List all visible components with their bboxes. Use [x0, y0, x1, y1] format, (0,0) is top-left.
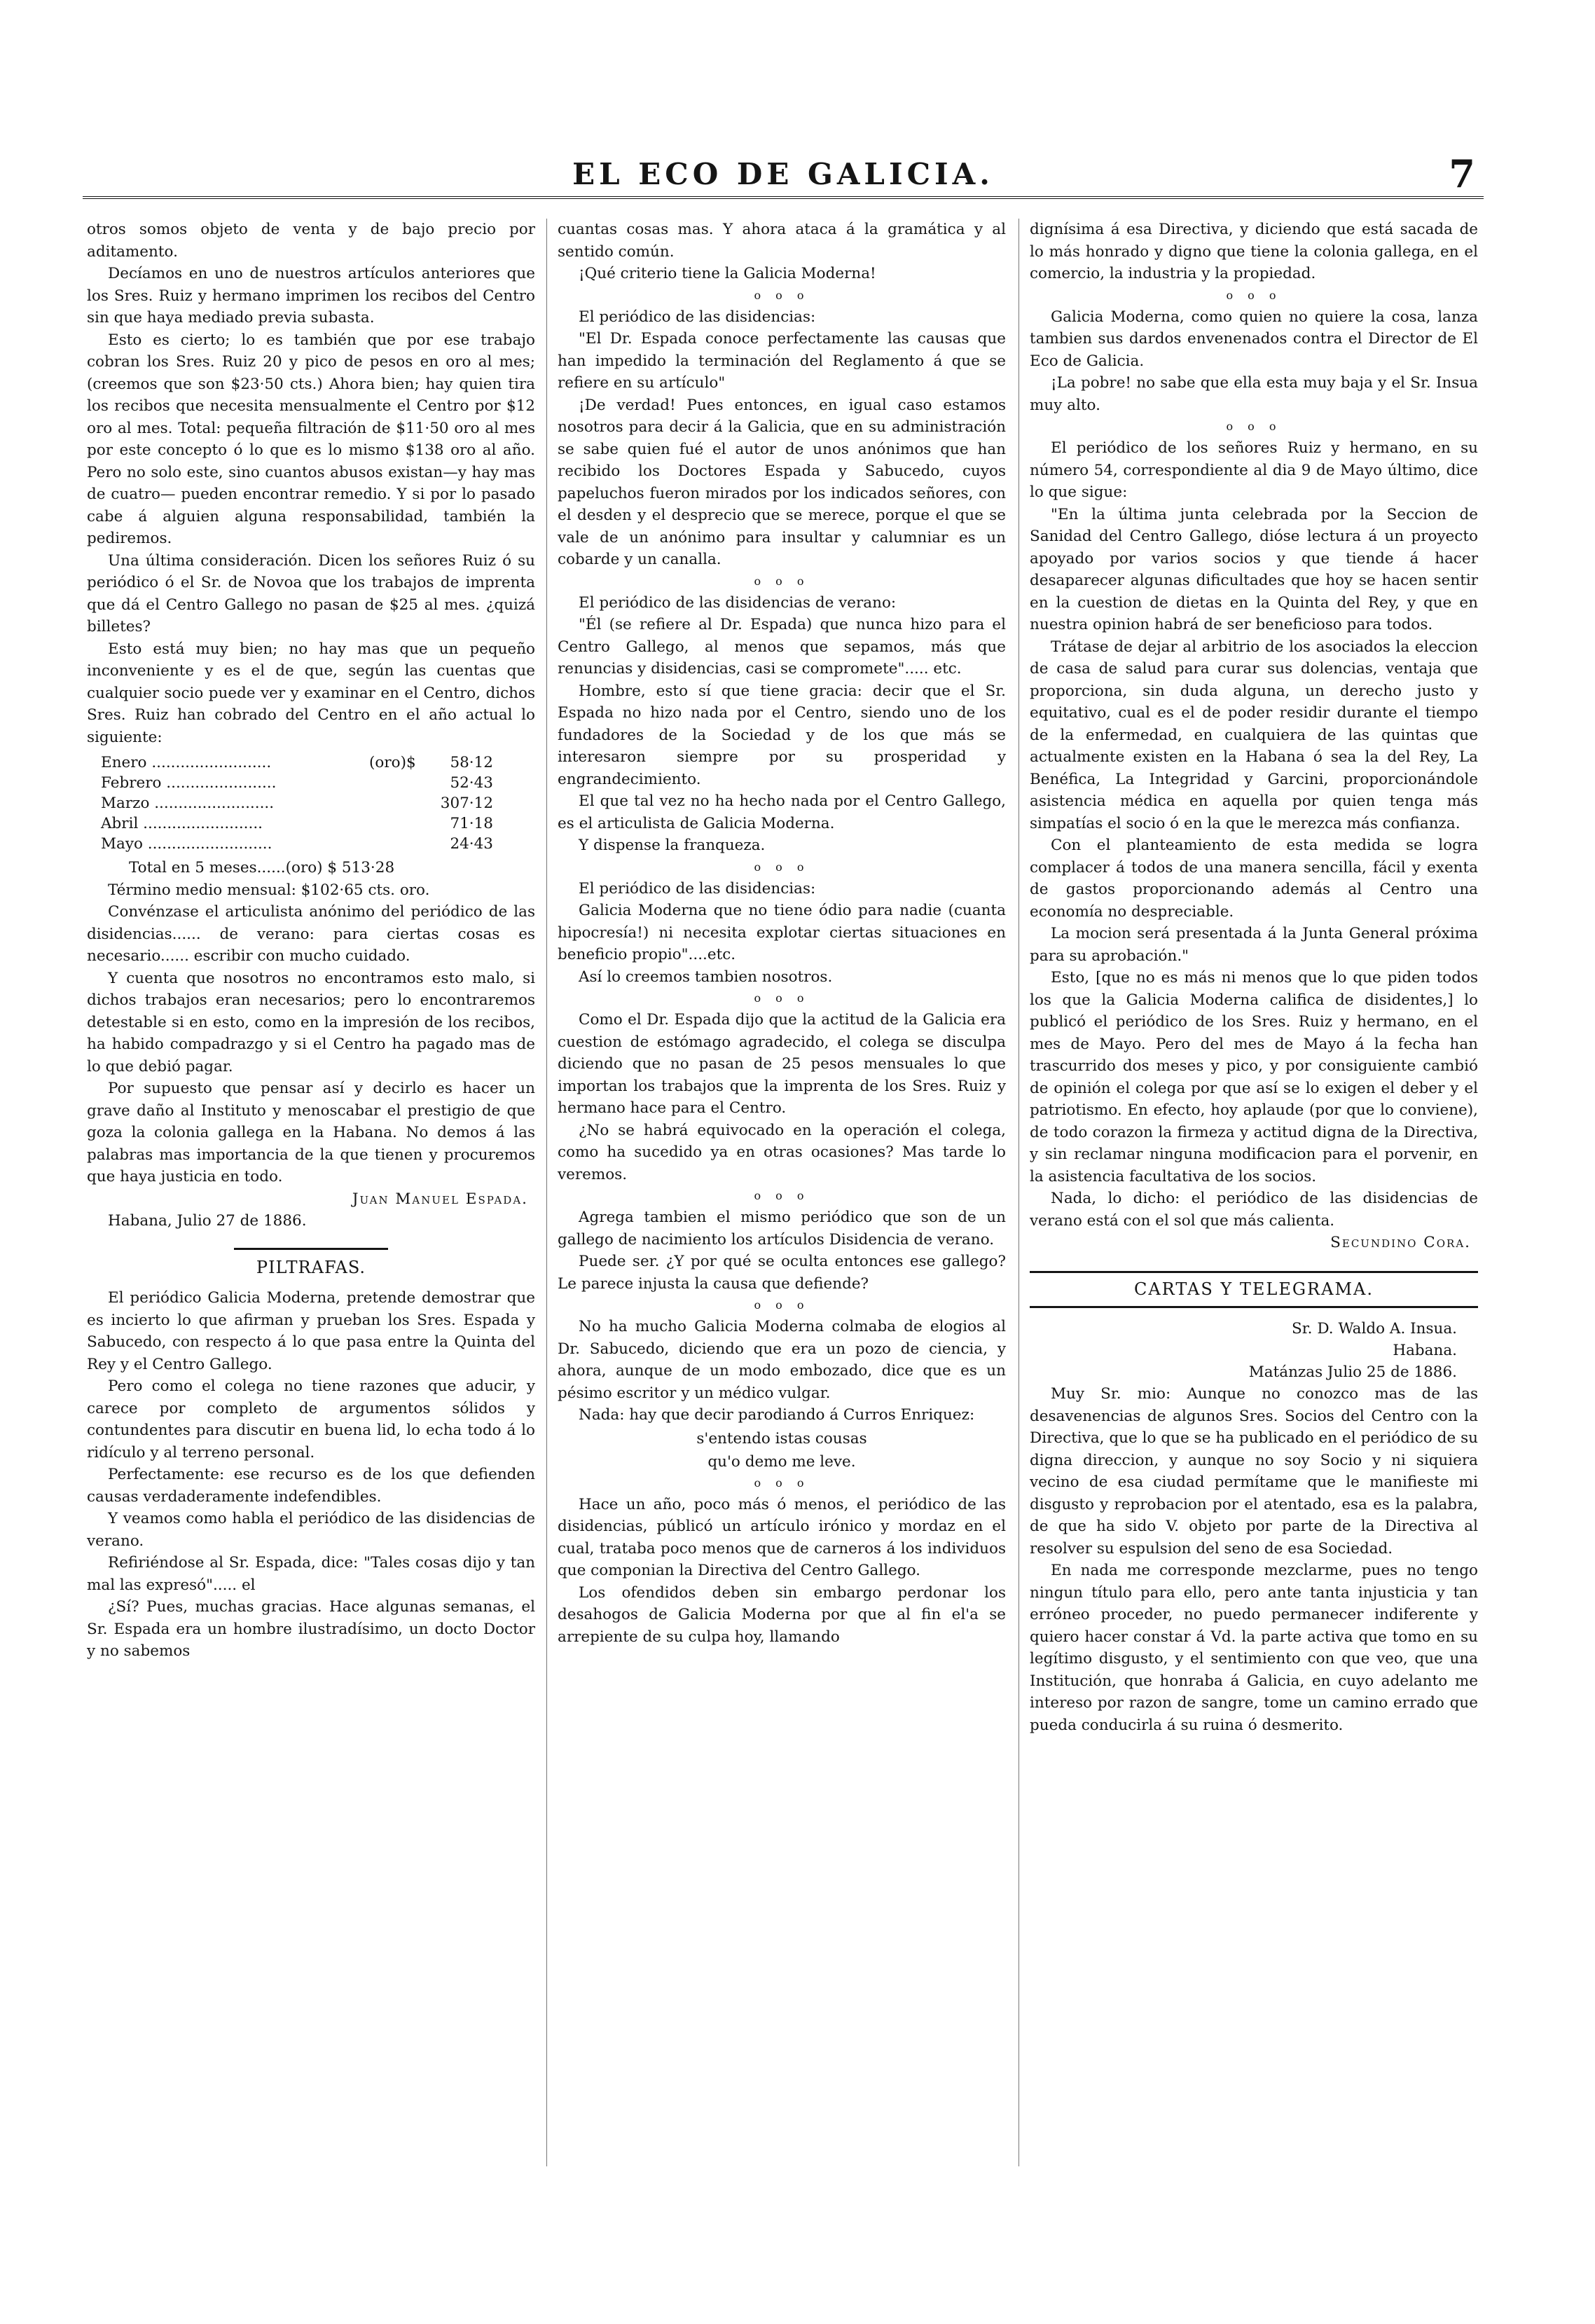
payments-table [101, 752, 493, 854]
table-cell-cur [406, 773, 423, 793]
paragraph: El periódico de las disidencias: [579, 308, 816, 326]
paragraph: "El Dr. Espada conoce perfectamente las causas que han impedido la terminación del Reglamento á que se refiere en su artículo" [558, 330, 1006, 392]
ornament: o o o [1226, 420, 1282, 433]
quoted-paragraph: La mocion será presentada á la Junta General próxima para su aprobación." [1030, 925, 1478, 965]
section-divider [234, 1248, 388, 1250]
table-cell-unit [356, 813, 406, 834]
ornament: o o o [754, 991, 810, 1005]
table-cell-unit [356, 793, 406, 813]
paragraph: Por supuesto que pensar así y decirlo es hacer un grave daño al Instituto y menoscabar el prestigio de que goza la colonia gallega en la Habana. No demos á las palabras mas importancia de la que tienen y procuremos que haya justicia en todo. [87, 1080, 535, 1185]
paragraph: Nada: hay que decir parodiando á Curros Enriquez: [579, 1406, 975, 1424]
table-cell-amount: 24·43 [450, 835, 493, 853]
paragraph: El periódico de las disidencias: [579, 879, 816, 898]
paragraph: otros somos objeto de venta y de bajo precio por aditamento. [87, 221, 535, 261]
ornament: o o o [754, 860, 810, 874]
verse-line: qu'o demo me leve. [707, 1452, 856, 1471]
paragraph: El periódico Galicia Moderna, pretende demostrar que es incierto lo que afirman y prueban los Sres. Espada y Sabucedo, con respecto á lo que pasa entre la Quinta del Rey y el Centro Gallego. [87, 1289, 535, 1373]
paragraph: Esto es cierto; lo es también que por ese trabajo cobran los Sres. Ruiz 20 y pico de pesos en oro al mes; (creemos que son $23·50 cts.) Ahora bien; hay quien tira los recibos que necesita mensualmente el Centro por $12 oro al mes. Total: pequeña filtración de $11·50 oro al mes por este concepto ó lo que es lo mismo $138 oro al año. Pero no solo este, sino cuantos abusos existan—y hay mas de cuatro— pueden encontrar remedio. Y si por lo pasado cabe á alguien alguna responsabilidad, también la pediremos. [87, 331, 535, 547]
table-cell-month: Abril ......................... [101, 815, 263, 832]
paragraph: Agrega tambien el mismo periódico que son de un gallego de nacimiento los artículos Disidencia de verano. [558, 1209, 1006, 1249]
payments-total: Total en 5 meses......(oro) $ 513·28 [129, 859, 395, 876]
paragraph: Esto, [que no es más ni menos que lo que piden todos los que la Galicia Moderna califica de disidentes,] lo publicó el periódico de los Sres. Ruiz y hermano, en el mes de Mayo. Pero del mes de Mayo á la fecha han trascurrido dos meses y pico, y por consiguiente cambió de opinión el colega por que así se lo exigen el deber y el patriotismo. En efecto, hoy aplaude (por que lo conviene), de todo corazon la firmeza y actitud digna de la Directiva, y sin reclamar ninguna modificacion para el porvenir, en la asistencia facultativa de los socios. [1030, 969, 1478, 1185]
column-2 [558, 219, 1006, 1648]
paragraph: Y dispense la franqueza. [579, 837, 766, 854]
paragraph: Término medio mensual: $102·65 cts. oro. [108, 881, 430, 899]
paragraph: Galicia Moderna que no tiene ódio para nadie (cuanta hipocresía!) ni necesita explotar ciertas situaciones en beneficio propio"....etc. [558, 902, 1006, 963]
ornament: o o o [754, 1189, 810, 1202]
section-title-piltrafas: PILTRAFAS. [256, 1257, 366, 1277]
table-cell-amount: 71·18 [450, 815, 493, 832]
paragraph: Pero como el colega no tiene razones que aducir, y carece por completo de argumentos sólidos y contundentes para discutir en buena lid, lo echa todo á lo ridículo y al terreno personal. [87, 1377, 535, 1462]
paragraph: Una última consideración. Dicen los señores Ruiz ó su periódico ó el Sr. de Novoa que los trabajos de imprenta que dá el Centro Gallego no pasan de $25 al mes. ¿quizá billetes? [87, 551, 535, 635]
table-cell-amount: 307·12 [440, 795, 493, 812]
letter-city: Habana. [1393, 1342, 1457, 1359]
table-cell-unit [356, 773, 406, 793]
paragraph: El periódico de las disidencias de verano: [579, 593, 897, 612]
quoted-paragraph: "En la última junta celebrada por la Seccion de Sanidad del Centro Gallego, dióse lectura á un proyecto apoyado por varios socios y que tiende á hacer desaparecer algunas dificultades que hoy se hacen sentir en la cuestion de dietas en la Quinta del Rey, y que en nuestra opinion habrá de ser beneficioso para todos. [1030, 505, 1478, 633]
column-rule [546, 219, 547, 2166]
paragraph: ¡De verdad! Pues entonces, en igual caso estamos nosotros para decir á la Galicia, que en su administración se sabe quien fué el autor de unos anónimos que han recibido los Doctores Espada y Sabucedo, cuyos papeluchos fueron mirados por los indicados señores, con el desden y el desprecio que se merece, porque el que se vale de un anónimo para insultar y calumniar es un cobarde y un canalla. [558, 396, 1006, 568]
paragraph: El periódico de los señores Ruiz y hermano, en su número 54, correspondiente al dia 9 de Mayo último, dice lo que sigue: [1030, 439, 1478, 501]
paragraph: "Él (se refiere al Dr. Espada) que nunca hizo para el Centro Gallego, al menos que sepamos, más que renuncias y disidencias, casi se compromete"..... etc. [558, 616, 1006, 678]
table-cell-amount: 52·43 [450, 774, 493, 792]
paragraph: Los ofendidos deben sin embargo perdonar los desahogos de Galicia Moderna por que al fin el'a se arrepiente de su culpa hoy, llamando [558, 1583, 1006, 1646]
paragraph: cuantas cosas mas. Y ahora ataca á la gramática y al sentido común. [558, 221, 1006, 261]
table-row [101, 773, 493, 793]
paragraph: ¡La pobre! no sabe que ella esta muy baja y el Sr. Insua muy alto. [1030, 374, 1478, 414]
ornament: o o o [1226, 288, 1282, 302]
quoted-paragraph: Trátase de dejar al arbitrio de los asociados la eleccion de casa de salud para curar sus dolencias, ventaja que proporciona, sin duda alguna, un derecho justo y equitativo, cual es el de poder residir durante el tiempo de la enfermedad, en cualquiera de las quintas que actualmente existen en la Habana ó sea la del Rey, La Benéfica, La Integridad y Garcini, proporcionándole asistencia médica en aquella por quien tenga más simpatías el socio ó en la que le merezca más confianza. [1030, 638, 1478, 832]
table-cell-cur [406, 813, 423, 834]
table-row [101, 834, 493, 854]
paragraph: Puede ser. ¿Y por qué se oculta entonces ese gallego? Le parece injusta la causa que defiende? [558, 1253, 1006, 1293]
paragraph: Hace un año, poco más ó menos, el periódico de las disidencias, públicó un artículo irónico y mordaz en el cual, trataba poco menos que de carneros á los individuos que componian la Directiva del Centro Gallego. [558, 1495, 1006, 1579]
page-number: 7 [1449, 151, 1475, 196]
newspaper-page [83, 140, 1484, 2179]
author-signature: Juan Manuel Espada. [352, 1190, 528, 1208]
table-cell-month: Mayo .......................... [101, 835, 272, 853]
paragraph: El que tal vez no ha hecho nada por el Centro Gallego, es el articulista de Galicia Moderna. [558, 792, 1006, 832]
letter-addressee: Sr. D. Waldo A. Insua. [1292, 1320, 1457, 1338]
paragraph: ¡Qué criterio tiene la Galicia Moderna! [579, 265, 876, 282]
paragraph: En nada me corresponde mezclarme, pues no tengo ningun título para ello, pero ante tanta injusticia y tan erróneo proceder, no puedo permanecer indiferente y quiero hacer constar á Vd. la parte activa que tomo en su legítimo disgusto, y el sentimiento con que veo, que una Institución, que honraba á Galicia, en cuyo adelanto me intereso por razon de sangre, tome un camino errado que pueda conducirla á su ruina ó desmerito. [1030, 1562, 1478, 1734]
table-cell-unit [356, 834, 406, 854]
paragraph: Hombre, esto sí que tiene gracia: decir que el Sr. Espada no hizo nada por el Centro, siendo uno de los fundadores de la Sociedad y de los que más se interesaron siempre por su prosperidad y engrandecimiento. [558, 682, 1006, 788]
paragraph: Esto está muy bien; no hay mas que un pequeño inconveniente y es el de que, según las cuentas que cualquier socio puede ver y examinar en el Centro, dichos Sres. Ruiz han cobrado del Centro en el año actual lo siguiente: [87, 640, 535, 746]
dateline: Habana, Julio 27 de 1886. [108, 1212, 307, 1230]
paragraph: Así lo creemos tambien nosotros. [579, 968, 833, 986]
paragraph: Muy Sr. mio: Aunque no conozco mas de las desavenencias de algunos Sres. Socios del Centro con la Directiva, que lo que se ha publicado en el periódico de su digna direccion, y aunque no soy Socio y ni siquiera vecino de esa ciudad permítame que le manifieste mi disgusto y reprobacion por el atentado, esa es la palabra, de que ha sido V. objeto por parte de la Directiva al resolver su espulsion del seno de esa Sociedad. [1030, 1385, 1478, 1558]
paragraph: Nada, lo dicho: el periódico de las disidencias de verano está con el sol que más calienta. [1030, 1190, 1478, 1230]
quoted-paragraph: Con el planteamiento de esta medida se logra complacer á todos de una manera sencilla, fácil y exenta de gastos proporcionando además al Centro una economía no despreciable. [1030, 837, 1478, 921]
table-row [101, 752, 493, 773]
paragraph: Y cuenta que nosotros no encontramos esto malo, si dichos trabajos eran necesarios; pero lo encontraremos detestable si en esto, como en la impresión de los recibos, ha habido compadrazgo y si el Centro ha pagado mas de lo que debió pagar. [87, 969, 535, 1075]
paragraph: Galicia Moderna, como quien no quiere la cosa, lanza tambien sus dardos envenenados contra el Director de El Eco de Galicia. [1030, 308, 1478, 370]
author-signature: Secundino Cora. [1330, 1234, 1471, 1251]
ornament: o o o [754, 1476, 810, 1490]
column-3 [1030, 219, 1478, 1736]
paragraph: No ha mucho Galicia Moderna colmaba de elogios al Dr. Sabucedo, diciendo que era un pozo de ciencia, y ahora, aunque de un modo embozado, dice que es un pésimo escritor y un médico vulgar. [558, 1318, 1006, 1402]
paragraph: ¿Sí? Pues, muchas gracias. Hace algunas semanas, el Sr. Espada era un hombre ilustradísimo, un docto Doctor y no sabemos [87, 1598, 535, 1660]
paragraph: Decíamos en uno de nuestros artículos anteriores que los Sres. Ruiz y hermano imprimen los recibos del Centro sin que haya mediado previa subasta. [87, 265, 535, 326]
column-1 [87, 219, 535, 1663]
section-title-cartas: CARTAS Y TELEGRAMA. [1030, 1271, 1478, 1309]
table-cell-cur [406, 834, 423, 854]
table-cell-cur [406, 793, 423, 813]
masthead [83, 151, 1484, 199]
table-row [101, 813, 493, 834]
paragraph: ¿No se habrá equivocado en la operación el colega, como ha sucedido ya en otras ocasiones? Mas tarde lo veremos. [558, 1121, 1006, 1183]
paragraph: dignísima á esa Directiva, y diciendo que está sacada de lo más honrado y digno que tiene la colonia gallega, en el comercio, la industria y la propiedad. [1030, 221, 1478, 282]
paragraph: Refiriéndose al Sr. Espada, dice: "Tales cosas dijo y tan mal las expresó"..... el [87, 1554, 535, 1594]
table-cell-month: Enero ......................... [101, 754, 272, 771]
table-cell-unit: (oro) [369, 754, 406, 771]
paragraph: Convénzase el articulista anónimo del periódico de las disidencias...... de verano: para ciertas cosas es necesario...... escribir con mucho cuidado. [87, 903, 535, 965]
letter-date: Matánzas Julio 25 de 1886. [1248, 1363, 1457, 1381]
ornament: o o o [754, 288, 810, 302]
ornament: o o o [754, 1298, 810, 1312]
table-cell-cur: $ [406, 754, 416, 771]
paragraph: Perfectamente: ese recurso es de los que defienden causas verdaderamente indefendibles. [87, 1466, 535, 1506]
ornament: o o o [754, 574, 810, 588]
paragraph: Y veamos como habla el periódico de las disidencias de verano. [87, 1510, 535, 1550]
table-cell-amount: 58·12 [450, 754, 493, 771]
table-cell-month: Febrero ....................... [101, 774, 277, 792]
newspaper-title: EL ECO DE GALICIA. [572, 157, 994, 191]
paragraph: Como el Dr. Espada dijo que la actitud de la Galicia era cuestion de estómago agradecido, el colega se disculpa diciendo que no pasan de 25 pesos mensuales lo que importan los trabajos que la imprenta de los Sres. Ruiz y hermano hace para el Centro. [558, 1011, 1006, 1117]
table-cell-month: Marzo ......................... [101, 795, 275, 812]
table-row [101, 793, 493, 813]
verse-line: s'entendo istas cousas [696, 1429, 867, 1448]
